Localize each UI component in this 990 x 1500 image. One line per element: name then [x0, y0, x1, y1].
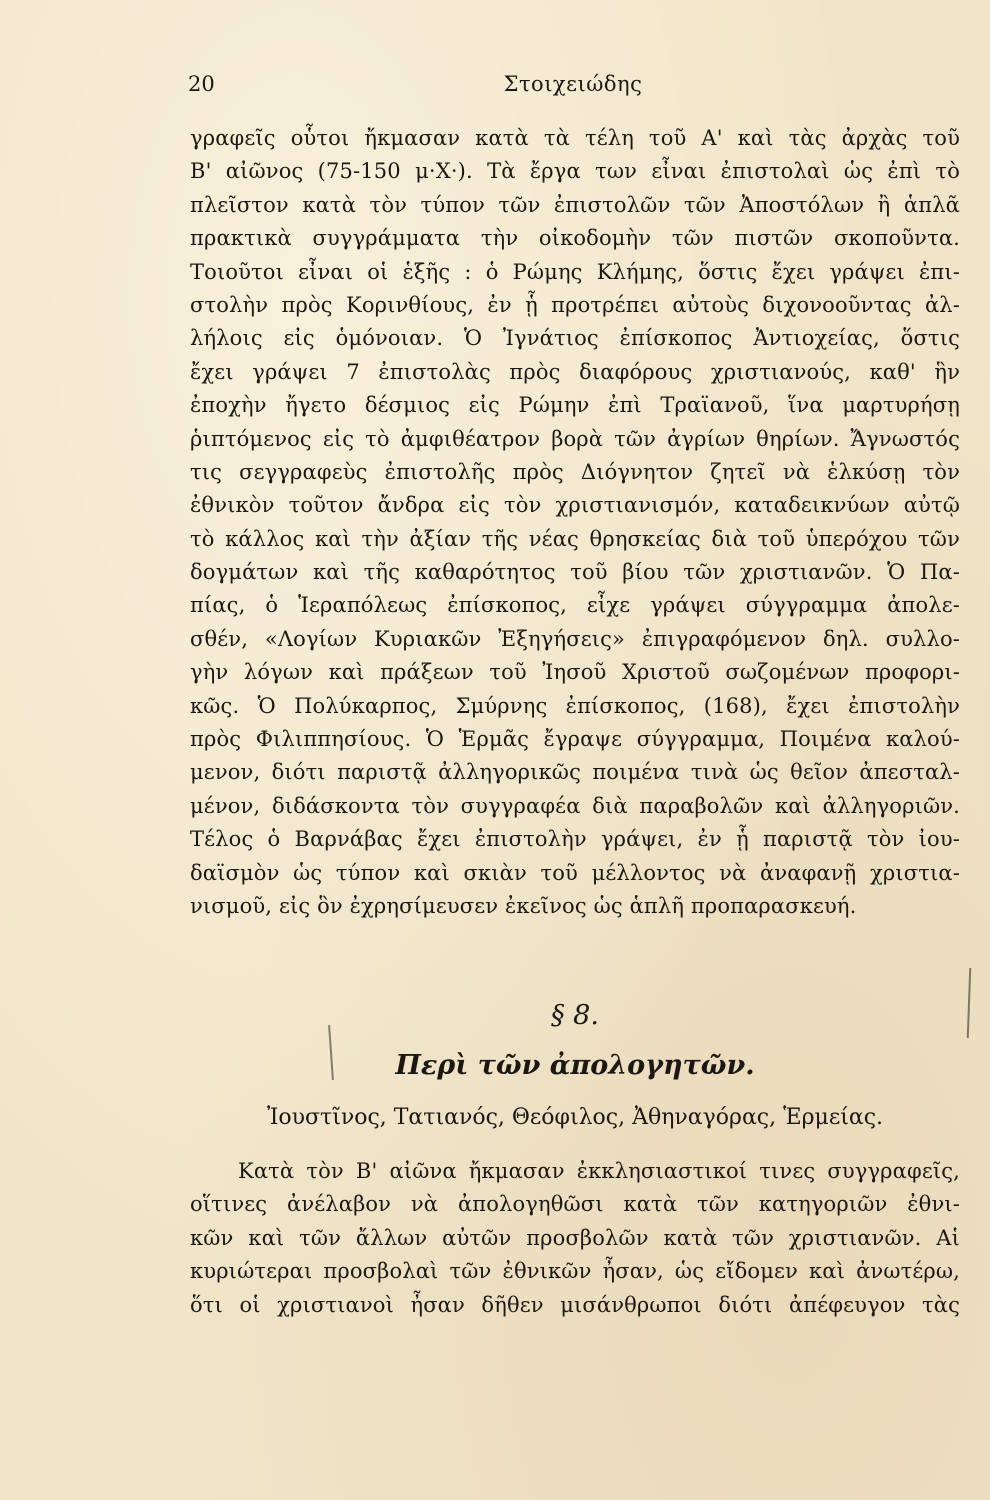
- text-line: λήλοις εἰς ὁμόνοιαν. Ὁ Ἰγνάτιος ἐπίσκοπος Ἀντιοχείας, ὅστις: [190, 326, 960, 351]
- text-line: ὅτι οἱ χριστιανοὶ ἦσαν δῆθεν μισάνθρωποι διότι ἀπέφευγον τὰς: [190, 1292, 960, 1317]
- text-line: τις σεγγραφεὺς ἐπιστολῆς πρὸς Διόγνητον ζητεῖ νὰ ἑλκύσῃ τὸν: [190, 459, 960, 484]
- section-number: § 8.: [551, 1000, 599, 1031]
- text-line: Τέλος ὁ Βαρνάβας ἔχει ἐπιστολὴν γράψει, ἐν ᾗ παριστᾷ τὸν ἰου-: [190, 827, 960, 852]
- paragraph-1: [190, 122, 960, 923]
- text-line: νισμοῦ, εἰς ὃν ἐχρησίμευσεν ἐκεῖνος ὡς ἁπλῆ προπαρασκευή.: [190, 893, 857, 918]
- text-line: γὴν λόγων καὶ πράξεων τοῦ Ἰησοῦ Χριστοῦ σωζομένων προφορι-: [190, 660, 960, 685]
- section-subtitle-names: Ἰουστῖνος, Τατιανός, Θεόφιλος, Ἀθηναγόρας, Ἑρμείας.: [266, 1105, 884, 1130]
- text-line: πρὸς Φιλιππησίους. Ὁ Ἑρμᾶς ἔγραψε σύγγραμμα, Ποιμένα καλού-: [190, 727, 960, 752]
- text-line: Β' αἰῶνος (75-150 μ·Χ·). Τὰ ἔργα των εἶναι ἐπιστολαὶ ὡς ἐπὶ τὸ: [190, 159, 960, 184]
- text-line: μενον, διότι παριστᾷ ἀλληγορικῶς ποιμένα τινὰ ὡς θεῖον ἀπεσταλ-: [190, 760, 960, 785]
- text-line: Τοιοῦτοι εἶναι οἱ ἑξῆς : ὁ Ρώμης Κλήμης, ὅστις ἔχει γράψει ἐπι-: [190, 259, 960, 284]
- text-line: γραφεῖς οὗτοι ἤκμασαν κατὰ τὰ τέλη τοῦ Α' καὶ τὰς ἀρχὰς τοῦ: [190, 126, 960, 150]
- text-line: τὸ κάλλος καὶ τὴν ἀξίαν τῆς νέας θρησκείας διὰ τοῦ ὑπερόχου τῶν: [190, 526, 960, 551]
- text-line: δογμάτων καὶ τῆς καθαρότητος τοῦ βίου τῶν χριστιανῶν. Ὁ Πα-: [190, 560, 960, 585]
- text-line: στολὴν πρὸς Κορινθίους, ἐν ᾗ προτρέπει αὐτοὺς διχονοοῦντας ἀλ-: [190, 292, 960, 317]
- text-line: πλεῖστον κατὰ τὸν τύπον τῶν ἐπιστολῶν τῶν Ἀποστόλων ἢ ἁπλᾶ: [190, 192, 960, 217]
- text-line: ἐθνικὸν τοῦτον ἄνδρα εἰς τὸν χριστιανισμόν, καταδεικνύων αὐτῷ: [190, 493, 960, 518]
- text-line: Κατὰ τὸν Β' αἰῶνα ἤκμασαν ἐκκλησιαστικοί τινες συγγραφεῖς,: [238, 1159, 960, 1183]
- text-line: ἔχει γράψει 7 ἐπιστολὰς πρὸς διαφόρους χριστιανούς, καθ' ἣν: [190, 359, 960, 384]
- text-line: ῥιπτόμενος εἰς τὸ ἀμφιθέατρον βορὰ τῶν ἀγρίων θηρίων. Ἄγνωστός: [190, 426, 960, 451]
- text-line: δαϊσμὸν ὡς τύπον καὶ σκιὰν τοῦ μέλλοντος νὰ ἀναφανῇ χριστια-: [190, 860, 960, 885]
- text-line: κῶν καὶ τῶν ἄλλων αὐτῶν προσβολῶν κατὰ τῶν χριστιανῶν. Αἱ: [190, 1225, 960, 1250]
- paragraph-2: [190, 1155, 960, 1322]
- page-number: 20: [188, 72, 215, 96]
- running-head: [188, 72, 958, 102]
- text-line: κυριώτεραι προσβολαὶ τῶν ἐθνικῶν ἦσαν, ὡς εἴδομεν καὶ ἀνωτέρω,: [190, 1259, 960, 1284]
- text-line: σθέν, «Λογίων Κυριακῶν Ἐξηγήσεις» ἐπιγραφόμενον δηλ. συλλο-: [190, 626, 960, 651]
- text-line: πίας, ὁ Ἱεραπόλεως ἐπίσκοπος, εἶχε γράψει σύγγραμμα ἀπολε-: [190, 593, 960, 618]
- text-line: ἐποχὴν ἤγετο δέσμιος εἰς Ρώμην ἐπὶ Τραϊανοῦ, ἵνα μαρτυρήσῃ: [190, 393, 960, 418]
- running-head-title: Στοιχειώδης: [503, 72, 643, 96]
- section-title: Περὶ τῶν ἀπολογητῶν.: [395, 1050, 755, 1081]
- pencil-margin-mark: [967, 968, 971, 1038]
- text-line: μένον, διδάσκοντα τὸν συγγραφέα διὰ παραβολῶν καὶ ἀλληγοριῶν.: [190, 793, 960, 818]
- text-line: κῶς. Ὁ Πολύκαρπος, Σμύρνης ἐπίσκοπος, (168), ἔχει ἐπιστολὴν: [190, 693, 960, 718]
- text-line: οἵτινες ἀνέλαβον νὰ ἀπολογηθῶσι κατὰ τῶν κατηγοριῶν ἐθνι-: [190, 1192, 960, 1217]
- text-line: πρακτικὰ συγγράμματα τὴν οἰκοδομὴν τῶν πιστῶν σκοποῦντα.: [190, 226, 960, 251]
